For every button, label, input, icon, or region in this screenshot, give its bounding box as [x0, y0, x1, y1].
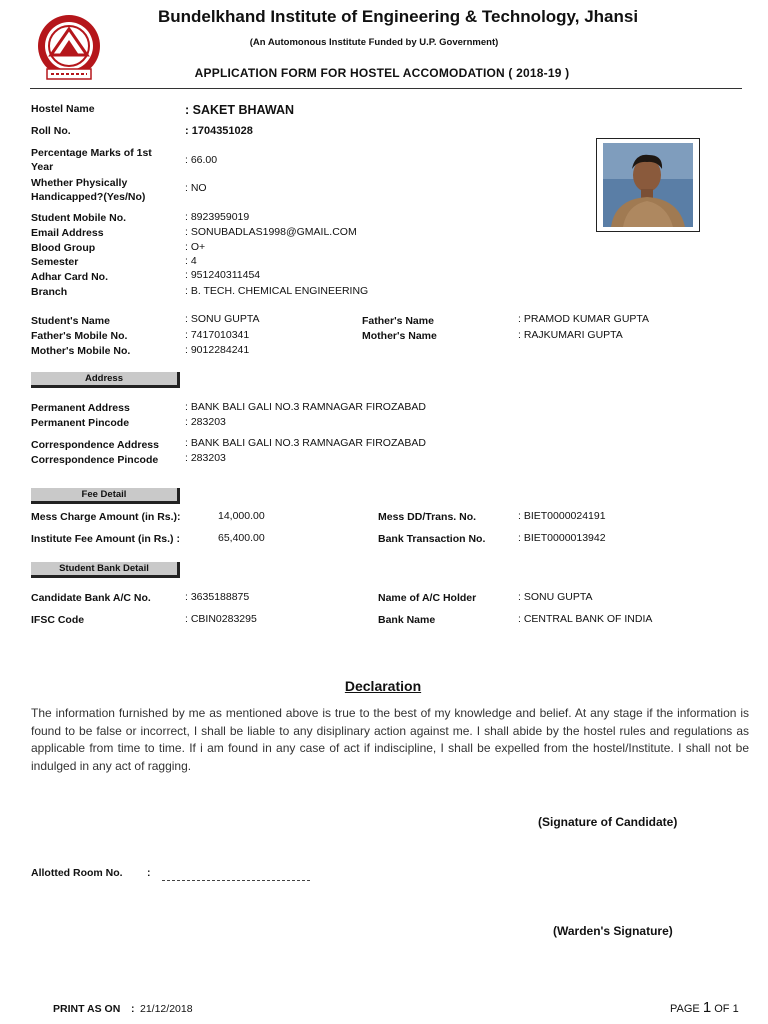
- roll-no-label: Roll No.: [31, 125, 71, 137]
- correspondence-address-value: : BANK BALI GALI NO.3 RAMNAGAR FIROZABAD: [185, 437, 426, 449]
- adhar-label: Adhar Card No.: [31, 271, 109, 283]
- form-title: APPLICATION FORM FOR HOSTEL ACCOMODATION ( 2018-19 ): [194, 66, 570, 80]
- print-date-colon: :: [131, 1003, 135, 1015]
- semester-value: : 4: [185, 255, 197, 267]
- institute-fee-value: 65,400.00: [218, 532, 265, 544]
- student-photo: [596, 138, 700, 232]
- bank-account-label: Candidate Bank A/C No.: [31, 592, 151, 604]
- student-photo-icon: [597, 139, 699, 231]
- bank-account-value: : 3635188875: [185, 591, 250, 603]
- declaration-title: Declaration: [344, 678, 422, 694]
- header-divider: [30, 88, 742, 89]
- fee-section-header: Fee Detail: [31, 488, 180, 504]
- branch-value: : B. TECH. CHEMICAL ENGINEERING: [185, 285, 369, 297]
- branch-label: Branch: [31, 286, 68, 298]
- bank-name-label: Bank Name: [378, 614, 436, 626]
- student-name-label: Student's Name: [31, 315, 110, 327]
- student-mobile-value: : 8923959019: [185, 211, 250, 223]
- mother-mobile-value: : 9012284241: [185, 344, 250, 356]
- address-section-header: Address: [31, 372, 180, 388]
- allotted-room-colon: :: [147, 867, 151, 879]
- permanent-address-label: Permanent Address: [31, 402, 130, 414]
- ifsc-label: IFSC Code: [31, 614, 85, 626]
- print-date-label: PRINT AS ON: [53, 1003, 121, 1015]
- correspondence-address-label: Correspondence Address: [31, 439, 159, 451]
- mess-dd-value: : BIET0000024191: [518, 510, 606, 522]
- allotted-room-line: [162, 880, 310, 881]
- warden-signature-label: (Warden's Signature): [553, 924, 673, 938]
- institute-subtitle: (An Automonous Institute Funded by U.P. Government): [249, 37, 499, 48]
- father-mobile-value: : 7417010341: [185, 329, 250, 341]
- bank-transaction-label: Bank Transaction No.: [378, 533, 486, 545]
- correspondence-pincode-label: Correspondence Pincode: [31, 454, 159, 466]
- mother-name-label: Mother's Name: [362, 330, 437, 342]
- declaration-text: The information furnished by me as mentioned above is true to the best of my knowledge and belief. At any stage if the information is found to be false or incorrect, I shall be liable to any disiplinary action against me. I shall abide by the hostel rules and regulations as applicable from time to time. If i am found in any case of act if indiscipline, I shall be expelled from the hostel/Institute. I shall not be indulged in any act of ragging.: [31, 706, 749, 773]
- percentage-label: Percentage Marks of 1st Year: [31, 147, 152, 173]
- account-holder-value: : SONU GUPTA: [518, 591, 593, 603]
- email-value: : SONUBADLAS1998@GMAIL.COM: [185, 226, 357, 238]
- page-word: PAGE: [670, 1003, 700, 1015]
- page-number: 1: [702, 999, 712, 1016]
- print-date-value: 21/12/2018: [140, 1003, 193, 1015]
- mess-charge-label: Mess Charge Amount (in Rs.):: [31, 511, 181, 523]
- mother-name-value: : RAJKUMARI GUPTA: [518, 329, 623, 341]
- blood-group-value: : O+: [185, 241, 206, 253]
- mess-dd-label: Mess DD/Trans. No.: [378, 511, 477, 523]
- father-name-label: Father's Name: [362, 315, 434, 327]
- hostel-name-value: : SAKET BHAWAN: [185, 103, 295, 117]
- father-name-value: : PRAMOD KUMAR GUPTA: [518, 313, 650, 325]
- hostel-name-label: Hostel Name: [31, 103, 95, 115]
- physically-handicapped-label: Whether Physically Handicapped?(Yes/No): [31, 177, 146, 203]
- student-mobile-label: Student Mobile No.: [31, 212, 127, 224]
- semester-label: Semester: [31, 256, 79, 268]
- mother-mobile-label: Mother's Mobile No.: [31, 345, 131, 357]
- institute-name: Bundelkhand Institute of Engineering & Technology, Jhansi: [157, 7, 639, 26]
- mess-charge-value: 14,000.00: [218, 510, 265, 522]
- account-holder-label: Name of A/C Holder: [378, 592, 477, 604]
- percentage-value: : 66.00: [185, 154, 218, 166]
- permanent-pincode-value: : 283203: [185, 416, 226, 428]
- page-indicator: [670, 999, 739, 1016]
- permanent-address-value: : BANK BALI GALI NO.3 RAMNAGAR FIROZABAD: [185, 401, 426, 413]
- page-total: OF 1: [714, 1003, 739, 1015]
- ifsc-value: : CBIN0283295: [185, 613, 257, 625]
- physically-handicapped-value: : NO: [185, 182, 207, 194]
- student-name-value: : SONU GUPTA: [185, 313, 260, 325]
- roll-no-value: : 1704351028: [185, 125, 253, 137]
- bank-name-value: : CENTRAL BANK OF INDIA: [518, 613, 653, 625]
- allotted-room-label: Allotted Room No.: [31, 867, 123, 879]
- blood-group-label: Blood Group: [31, 242, 96, 254]
- bank-transaction-value: : BIET0000013942: [518, 532, 606, 544]
- institute-fee-label: Institute Fee Amount (in Rs.) :: [31, 533, 180, 545]
- father-mobile-label: Father's Mobile No.: [31, 330, 128, 342]
- candidate-signature-label: (Signature of Candidate): [538, 815, 678, 829]
- adhar-value: : 951240311454: [185, 269, 261, 281]
- correspondence-pincode-value: : 283203: [185, 452, 226, 464]
- email-label: Email Address: [31, 227, 104, 239]
- bank-section-header: Student Bank Detail: [31, 562, 180, 578]
- permanent-pincode-label: Permanent Pincode: [31, 417, 130, 429]
